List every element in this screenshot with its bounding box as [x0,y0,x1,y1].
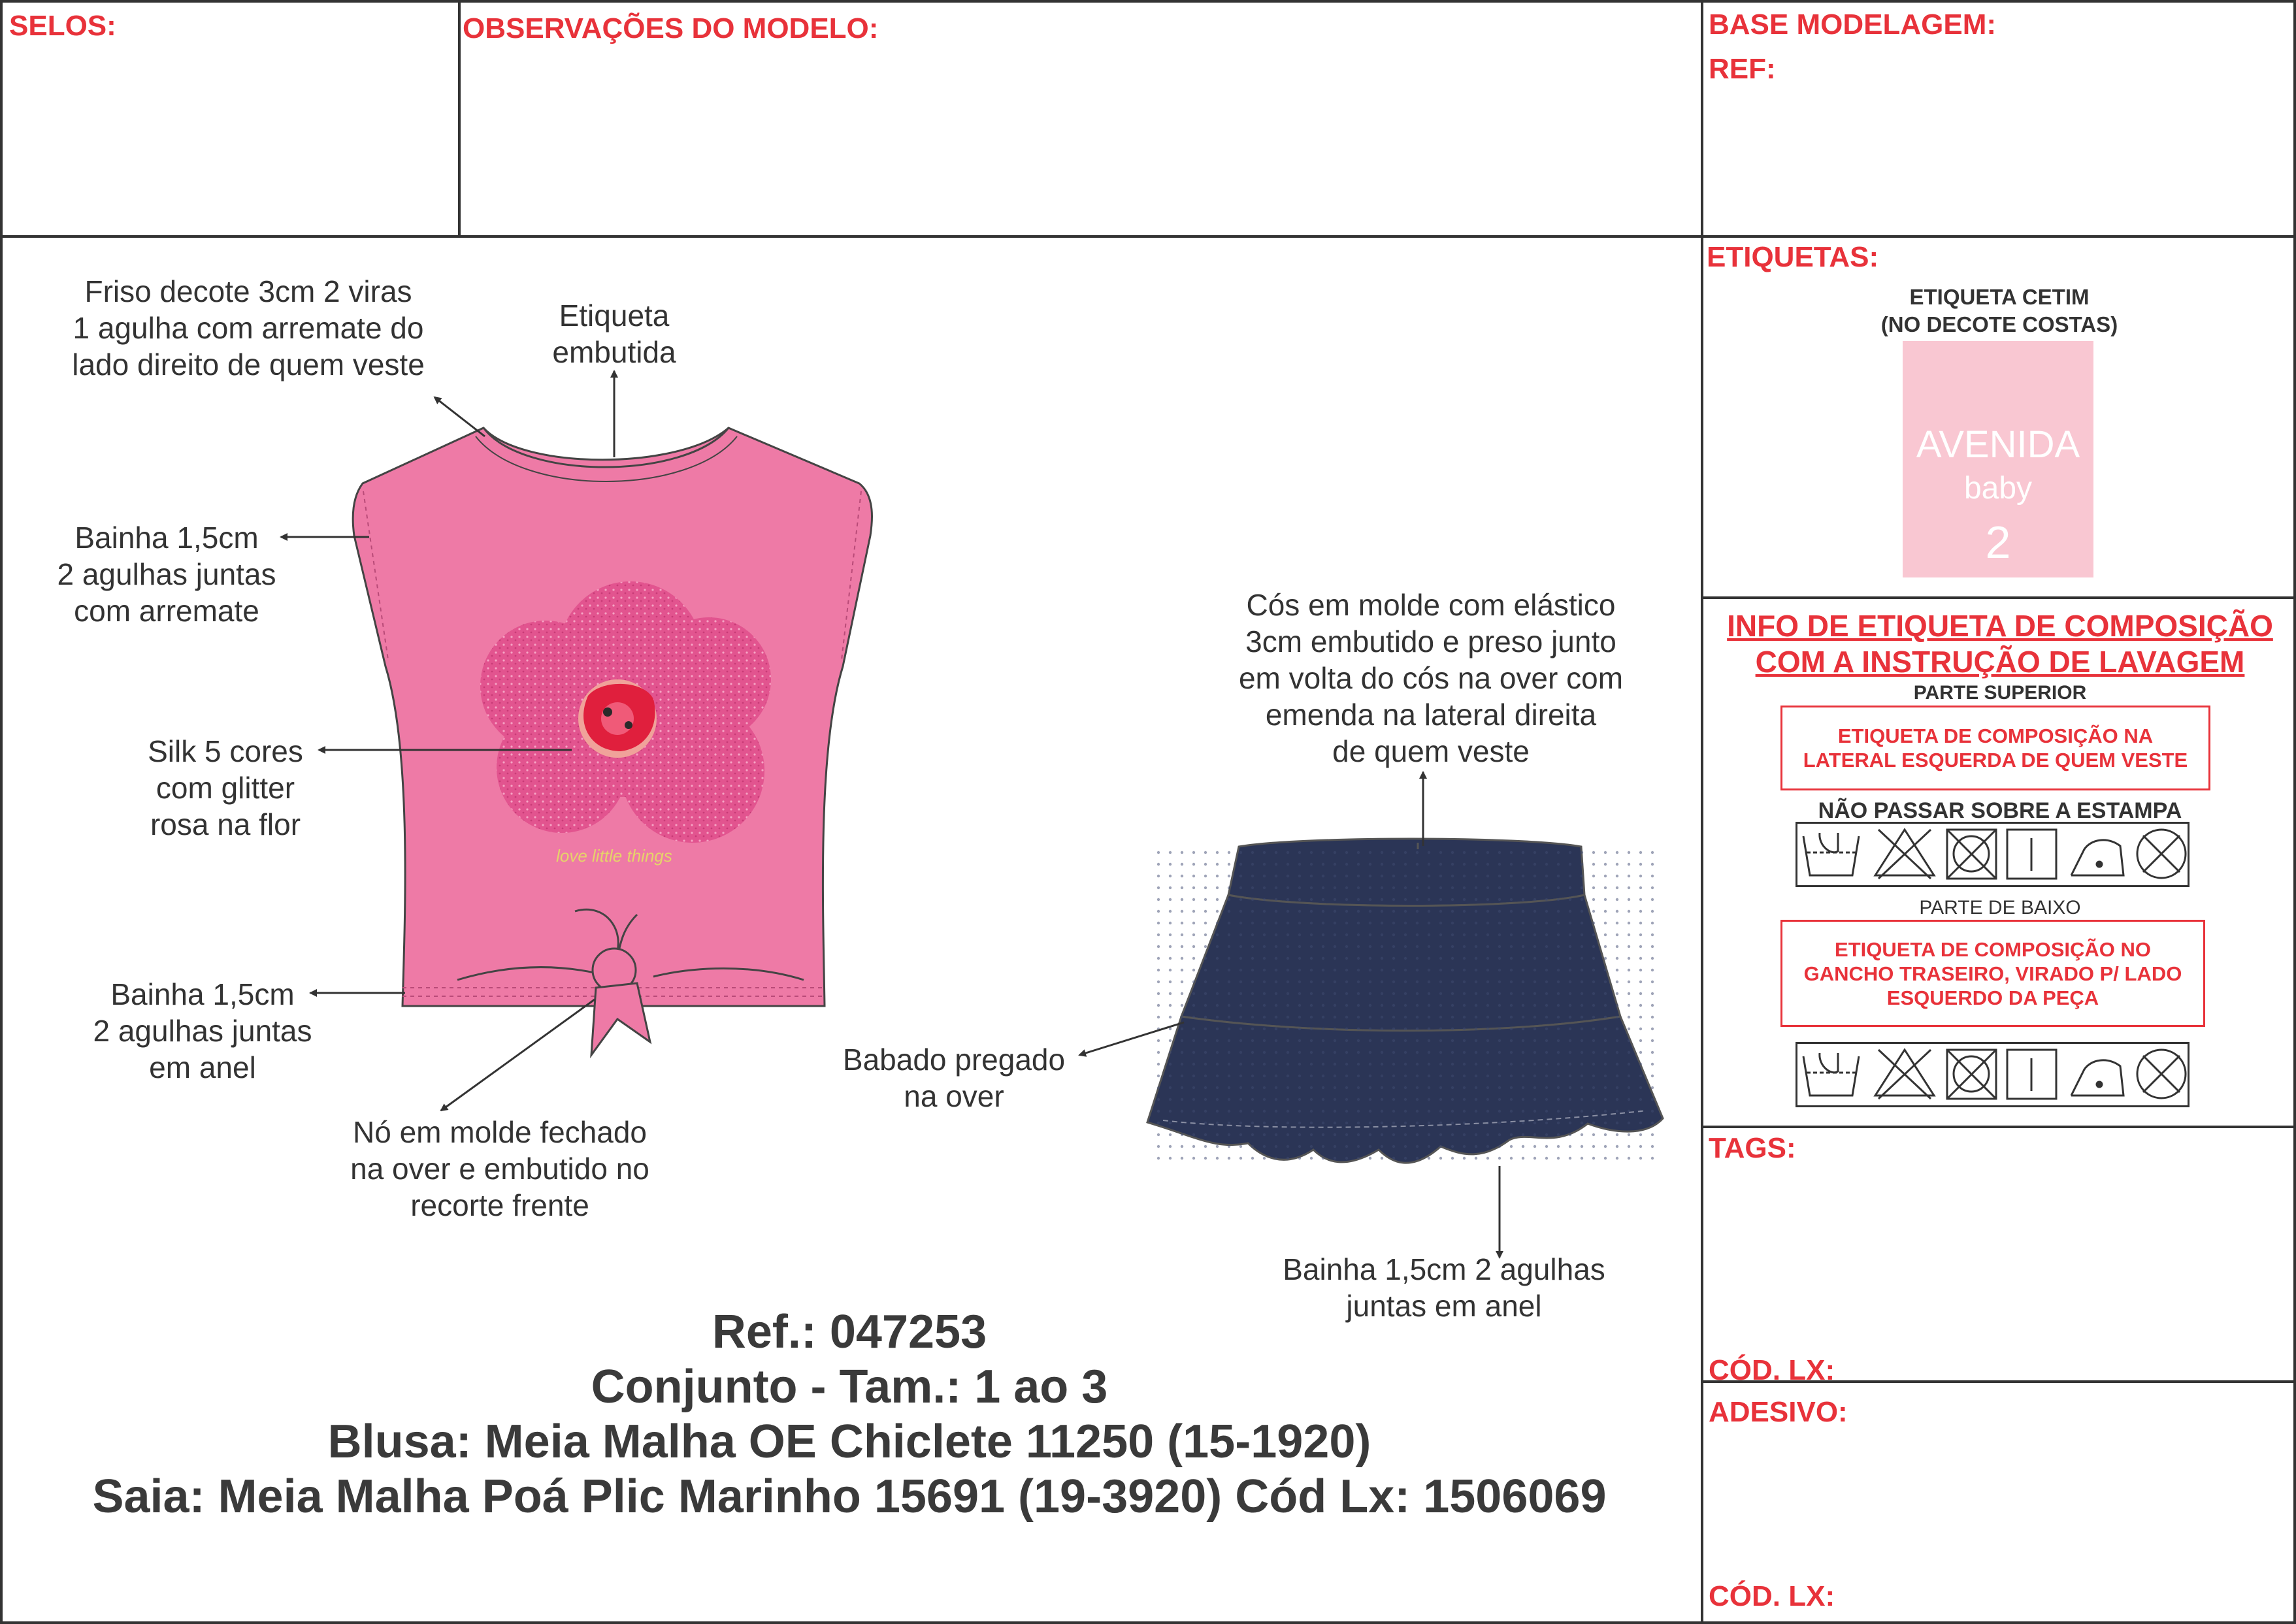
adesivo-cod-lx: CÓD. LX: [1709,1580,1835,1612]
note-line: 3cm embutido e preso junto [1245,625,1616,658]
observacoes-heading: OBSERVAÇÕES DO MODELO: [463,12,879,44]
note-line: 1 agulha com arremate do [73,311,424,345]
note-line: Bainha 1,5cm 2 agulhas [1283,1252,1605,1286]
note-line: juntas em anel [1346,1289,1542,1323]
note-line: Bainha 1,5cm [74,521,259,555]
label-sub: baby [1963,471,2033,506]
note-bainha-manga [26,519,307,629]
note-line: Cós em molde com elástico [1246,588,1616,622]
note-line: recorte frente [410,1188,589,1222]
tags-heading: TAGS: [1709,1132,1796,1164]
selos-heading: SELOS: [9,10,116,42]
note-line: Friso decote 3cm 2 viras [84,274,412,308]
note-line: na over [904,1079,1004,1113]
parte-superior-label: PARTE SUPERIOR [1913,682,2087,704]
etiquetas-heading: ETIQUETAS: [1707,241,1879,273]
care-instructions-bottom [1796,1042,2189,1107]
note-no-molde [314,1114,686,1224]
base-modelagem-heading: BASE MODELAGEM: [1709,8,1996,41]
note-line: na over e embutido no [350,1152,649,1186]
note-cos [1215,587,1647,770]
note-line: Babado pregado [842,1043,1066,1077]
note-line: com arremate [74,594,259,628]
note-line: rosa na flor [150,807,301,841]
note-line: 2 agulhas juntas [57,557,276,591]
skirt-drawing [1147,839,1663,1163]
note-line: em anel [149,1050,256,1084]
tags-cod-lx: CÓD. LX: [1709,1354,1835,1386]
care-instructions-top [1796,822,2189,887]
composicao-box-superior: ETIQUETA DE COMPOSIÇÃO NA LATERAL ESQUERDA DE QUEM VESTE [1780,706,2210,790]
product-saia: Saia: Meia Malha Poá Plic Marinho 15691 (19-3920) Cód Lx: 1506069 [92,1470,1607,1523]
etiqueta-cetim-line1: ETIQUETA CETIM [1909,285,2090,309]
parte-baixo-label: PARTE DE BAIXO [1919,897,2081,918]
ref-heading: REF: [1709,53,1776,85]
shirt-print-text: love little things [556,846,672,866]
product-blusa: Blusa: Meia Malha OE Chiclete 11250 (15-1920) [327,1416,1371,1468]
note-line: Bainha 1,5cm [110,977,295,1011]
note-line: em volta do cós na over com [1238,661,1624,695]
note-line: com glitter [156,771,295,805]
label-number: 2 [1985,517,2011,568]
composicao-heading-1: INFO DE ETIQUETA DE COMPOSIÇÃO [1727,609,2273,643]
note-line: emenda na lateral direita [1265,698,1597,732]
label-brand: AVENIDA [1916,423,2080,466]
product-conjunto: Conjunto - Tam.: 1 ao 3 [591,1361,1108,1413]
brand-label-card [1903,341,2093,577]
note-line: de quem veste [1332,734,1530,768]
note-line: embutida [552,335,676,369]
tshirt-drawing [353,428,872,1055]
note-line: Etiqueta [559,299,670,333]
note-friso [39,273,457,383]
note-bainha-barra [52,976,353,1086]
note-etiqueta-embutida [510,297,719,370]
note-line: 2 agulhas juntas [93,1014,312,1048]
note-silk [98,733,353,843]
adesivo-heading: ADESIVO: [1709,1396,1848,1428]
note-line: Nó em molde fechado [352,1115,648,1149]
note-babado [810,1041,1098,1114]
note-line: lado direito de quem veste [72,348,425,382]
note-line: Silk 5 cores [148,734,303,768]
composicao-heading-2: COM A INSTRUÇÃO DE LAVAGEM [1755,645,2245,679]
nao-passar-label: NÃO PASSAR SOBRE A ESTAMPA [1818,798,2182,823]
etiqueta-cetim-line2: (NO DECOTE COSTAS) [1880,312,2118,336]
composicao-box-baixo: ETIQUETA DE COMPOSIÇÃO NO GANCHO TRASEIRO, VIRADO P/ LADO ESQUERDO DA PEÇA [1780,920,2205,1027]
product-ref: Ref.: 047253 [712,1306,987,1358]
